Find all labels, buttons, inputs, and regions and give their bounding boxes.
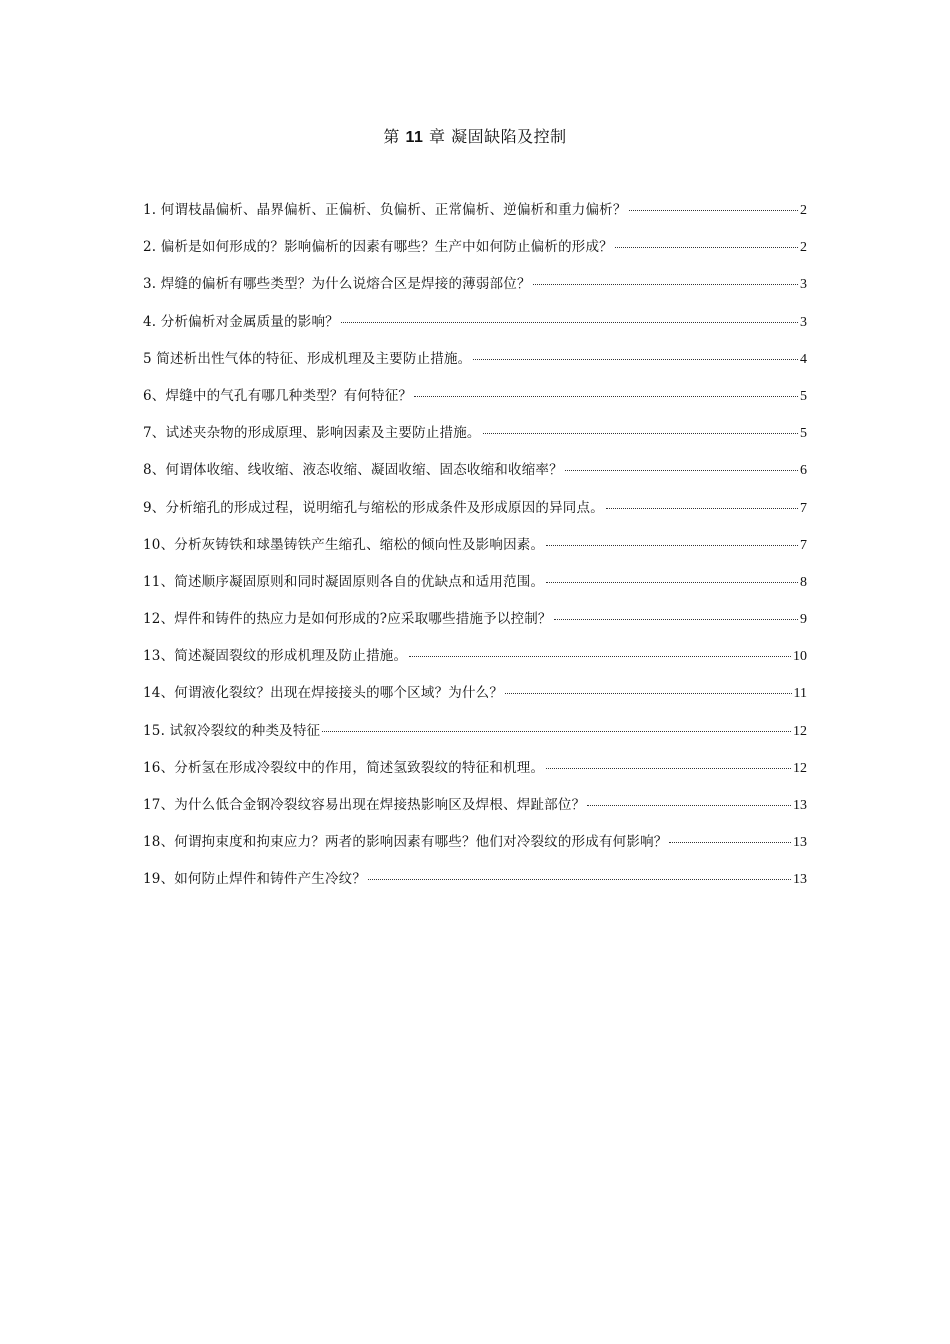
toc-entry-text: 17、为什么低合金钢冷裂纹容易出现在焊接热影响区及焊根、焊趾部位？ [143,797,586,813]
toc-page-number: 2 [800,240,807,256]
toc-entry[interactable] [143,421,807,458]
toc-dot-leader [368,878,791,880]
toc-page-number: 7 [800,500,807,516]
toc-entry[interactable] [143,830,807,867]
toc-dot-leader [565,469,798,471]
toc-entry[interactable] [143,607,807,644]
toc-entry-text: 15. 试叙冷裂纹的种类及特征 [143,722,321,739]
toc-entry[interactable] [143,384,807,421]
toc-page-number: 6 [800,463,807,479]
toc-dot-leader [669,841,791,843]
toc-dot-leader [546,767,791,769]
toc-entry-text: 7、试述夹杂物的形成原理、影响因素及主要防止措施。 [143,425,481,442]
toc-entry[interactable] [143,719,807,756]
toc-entry[interactable] [143,533,807,570]
toc-page-number: 5 [800,388,807,404]
toc-page-number: 10 [793,649,807,665]
toc-entry[interactable] [143,198,807,235]
toc-page-number: 5 [800,426,807,442]
toc-entry-text: 4. 分析偏析对金属质量的影响？ [143,313,339,330]
toc-dot-leader [483,432,798,434]
toc-dot-leader [533,283,798,285]
toc-entry-text: 9、分析缩孔的形成过程，说明缩孔与缩松的形成条件及形成原因的异同点。 [143,499,604,516]
table-of-contents [143,198,807,905]
toc-page-number: 13 [793,835,807,851]
toc-page-number: 12 [793,723,807,739]
toc-entry[interactable] [143,681,807,718]
toc-entry[interactable] [143,644,807,681]
toc-entry-text: 16、分析氢在形成冷裂纹中的作用，简述氢致裂纹的特征和机理。 [143,759,545,776]
toc-page-number: 3 [800,277,807,293]
toc-entry-text: 12、焊件和铸件的热应力是如何形成的?应采取哪些措施予以控制？ [143,611,552,628]
toc-dot-leader [505,692,791,694]
toc-dot-leader [409,655,791,657]
toc-entry[interactable] [143,235,807,272]
toc-entry-text: 14、何谓液化裂纹？出现在焊接接头的哪个区域？为什么？ [143,685,504,702]
toc-entry-text: 13、简述凝固裂纹的形成机理及防止措施。 [143,648,408,665]
chapter-number: 11 [405,129,424,146]
toc-dot-leader [554,618,798,620]
toc-page-number: 9 [800,612,807,628]
toc-entry[interactable] [143,756,807,793]
toc-page-number: 12 [793,760,807,776]
toc-entry-text: 3. 焊缝的偏析有哪些类型？为什么说熔合区是焊接的薄弱部位？ [143,276,531,293]
toc-entry-text: 11、简述顺序凝固原则和同时凝固原则各自的优缺点和适用范围。 [143,573,545,590]
toc-entry-text: 10、分析灰铸铁和球墨铸铁产生缩孔、缩松的倾向性及影响因素。 [143,536,545,553]
toc-dot-leader [414,395,798,397]
toc-entry-text: 18、何谓拘束度和拘束应力？两者的影响因素有哪些？他们对冷裂纹的形成有何影响？ [143,834,668,851]
toc-page-number: 7 [800,537,807,553]
toc-page-number: 11 [793,686,807,702]
toc-dot-leader [606,507,798,509]
toc-dot-leader [615,246,798,248]
toc-entry[interactable] [143,272,807,309]
toc-dot-leader [341,321,798,323]
toc-entry[interactable] [143,570,807,607]
toc-entry[interactable] [143,310,807,347]
toc-page-number: 3 [800,314,807,330]
toc-page-number: 8 [800,574,807,590]
toc-entry[interactable] [143,793,807,830]
toc-entry-text: 8、何谓体收缩、线收缩、液态收缩、凝固收缩、固态收缩和收缩率？ [143,462,563,479]
toc-dot-leader [546,544,798,546]
toc-entry[interactable] [143,458,807,495]
toc-entry-text: 1. 何谓枝晶偏析、晶界偏析、正偏析、负偏析、正常偏析、逆偏析和重力偏析？ [143,202,627,218]
toc-entry-text: 19、如何防止焊件和铸件产生冷纹？ [143,871,367,888]
toc-page-number: 4 [800,351,807,367]
toc-entry[interactable] [143,496,807,533]
toc-page-number: 2 [800,203,807,218]
chapter-title-prefix: 第 [383,127,400,146]
toc-dot-leader [629,209,798,211]
toc-entry[interactable] [143,347,807,384]
toc-page-number: 13 [793,798,807,813]
toc-entry-text: 6、焊缝中的气孔有哪几种类型？有何特征？ [143,387,413,404]
toc-entry-text: 2. 偏析是如何形成的？影响偏析的因素有哪些？生产中如何防止偏析的形成？ [143,239,613,256]
chapter-title [0,124,950,147]
toc-entry[interactable] [143,867,807,904]
toc-dot-leader [546,581,798,583]
toc-entry-text: 5 简述析出性气体的特征、形成机理及主要防止措施。 [143,350,472,367]
chapter-title-text: 章 凝固缺陷及控制 [429,127,567,146]
toc-dot-leader [587,804,791,806]
toc-page-number: 13 [793,872,807,888]
toc-dot-leader [473,358,798,360]
toc-dot-leader [322,730,791,732]
